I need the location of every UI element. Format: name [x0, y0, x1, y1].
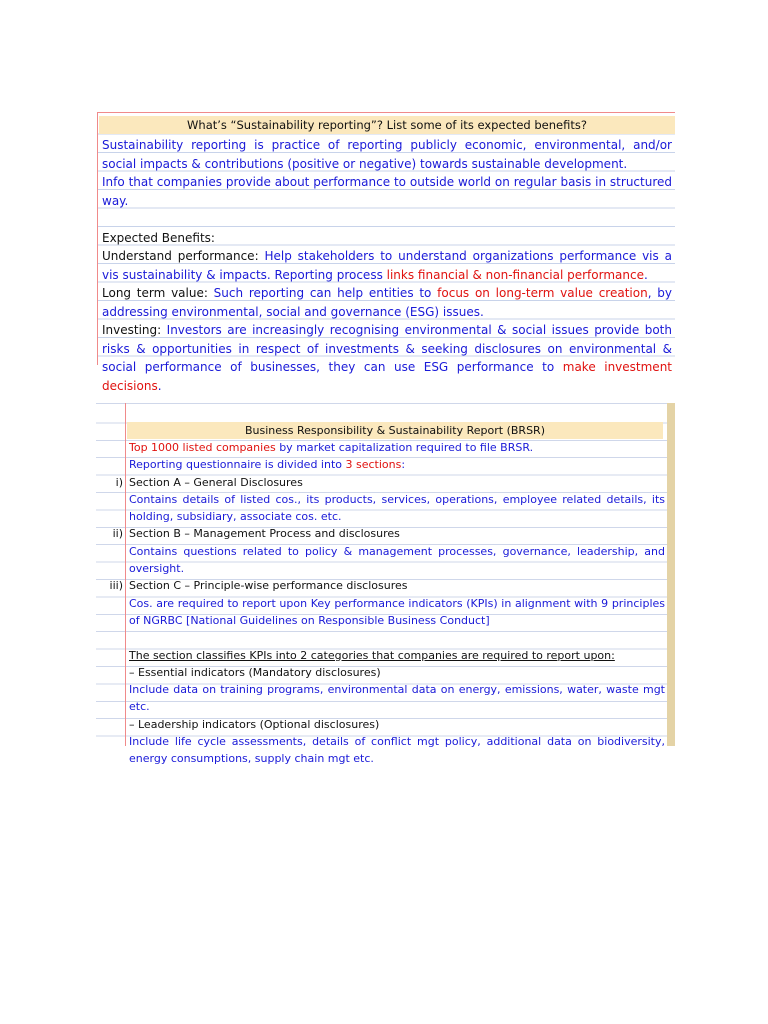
- essential-indicators-desc: Include data on training programs, environmental data on energy, emissions, water, waste mgt etc.: [129, 683, 665, 714]
- note-heading: Business Responsibility & Sustainability Report (BRSR): [127, 422, 663, 439]
- section-b-title: ii) Section B – Management Process and disclosures: [129, 525, 665, 542]
- benefit-label: Investing:: [102, 323, 162, 337]
- list-number: iii): [109, 579, 123, 593]
- section-c-title: iii) Section C – Principle-wise performance disclosures: [129, 577, 665, 594]
- top-rule: [96, 403, 667, 404]
- benefit-label: Long term value:: [102, 286, 208, 300]
- leadership-indicators-desc: Include life cycle assessments, details of conflict mgt policy, additional data on biodiversity, energy consumptions, supply chain mgt etc.: [129, 735, 665, 766]
- margin-rule: [97, 112, 98, 365]
- benefit-longterm: Long term value: Such reporting can help entities to focus on long-term value creation, by addressing environmental, social and governance (ESG) issues.: [102, 286, 672, 319]
- section-a-desc: Contains details of listed cos., its products, services, operations, employee related details, its holding, subsidiary, associate cos. etc.: [129, 492, 665, 524]
- info-text: Info that companies provide about performance to outside world on regular basis in structured way.: [102, 175, 672, 208]
- benefit-label: Understand performance:: [102, 249, 259, 263]
- questionnaire-line: Reporting questionnaire is divided into 3 sections:: [129, 458, 406, 472]
- highlight-text: links financial & non-financial performance: [386, 267, 644, 282]
- section-b-desc: Contains questions related to policy & management processes, governance, leadership, and oversight.: [129, 544, 665, 576]
- highlight-text: Top 1000 listed companies: [129, 441, 276, 454]
- leadership-indicators-title: – Leadership indicators (Optional disclosures): [129, 717, 380, 731]
- highlight-text: focus on long-term value creation: [437, 286, 648, 300]
- classify-heading: The section classifies KPIs into 2 categories that companies are required to report upon:: [129, 648, 615, 662]
- note-heading: What’s “Sustainability reporting”? List some of its expected benefits?: [99, 116, 675, 134]
- list-number: ii): [112, 527, 123, 541]
- essential-indicators-title: – Essential indicators (Mandatory disclosures): [129, 665, 381, 679]
- benefits-title: Expected Benefits:: [102, 230, 215, 245]
- sustainability-reporting-note: [97, 112, 675, 393]
- top-companies-line: Top 1000 listed companies by market capitalization required to file BRSR.: [129, 441, 534, 454]
- section-c-desc: Cos. are required to report upon Key performance indicators (KPIs) in alignment with 9 principles of NGRBC [National Guidelines on Responsible Business Conduct]: [129, 596, 665, 627]
- highlight-text: make investment decisions: [102, 360, 672, 393]
- brsr-note: [96, 403, 675, 766]
- definition-text: Sustainability reporting is practice of reporting publicly economic, environmental, and/or social impacts & contributions (positive or negative) towards sustainable development.: [102, 138, 672, 171]
- margin-rule: [125, 403, 126, 746]
- list-number: i): [115, 475, 123, 489]
- benefit-investing: Investing: Investors are increasingly recognising environmental & social issues provide both risks & opportunities in respect of investments & seeking disclosures on environmental & social performance of businesses, they can use ESG performance to make investment decisions.: [102, 323, 672, 393]
- benefit-understand: Understand performance: Help stakeholders to understand organizations performance vis a vis sustainability & impacts. Reporting process links financial & non-financial performance.: [102, 249, 672, 282]
- section-a-title: i) Section A – General Disclosures: [129, 474, 665, 491]
- page-edge-bar: [667, 403, 675, 746]
- top-rule: [97, 112, 675, 113]
- highlight-text: 3 sections: [345, 458, 402, 472]
